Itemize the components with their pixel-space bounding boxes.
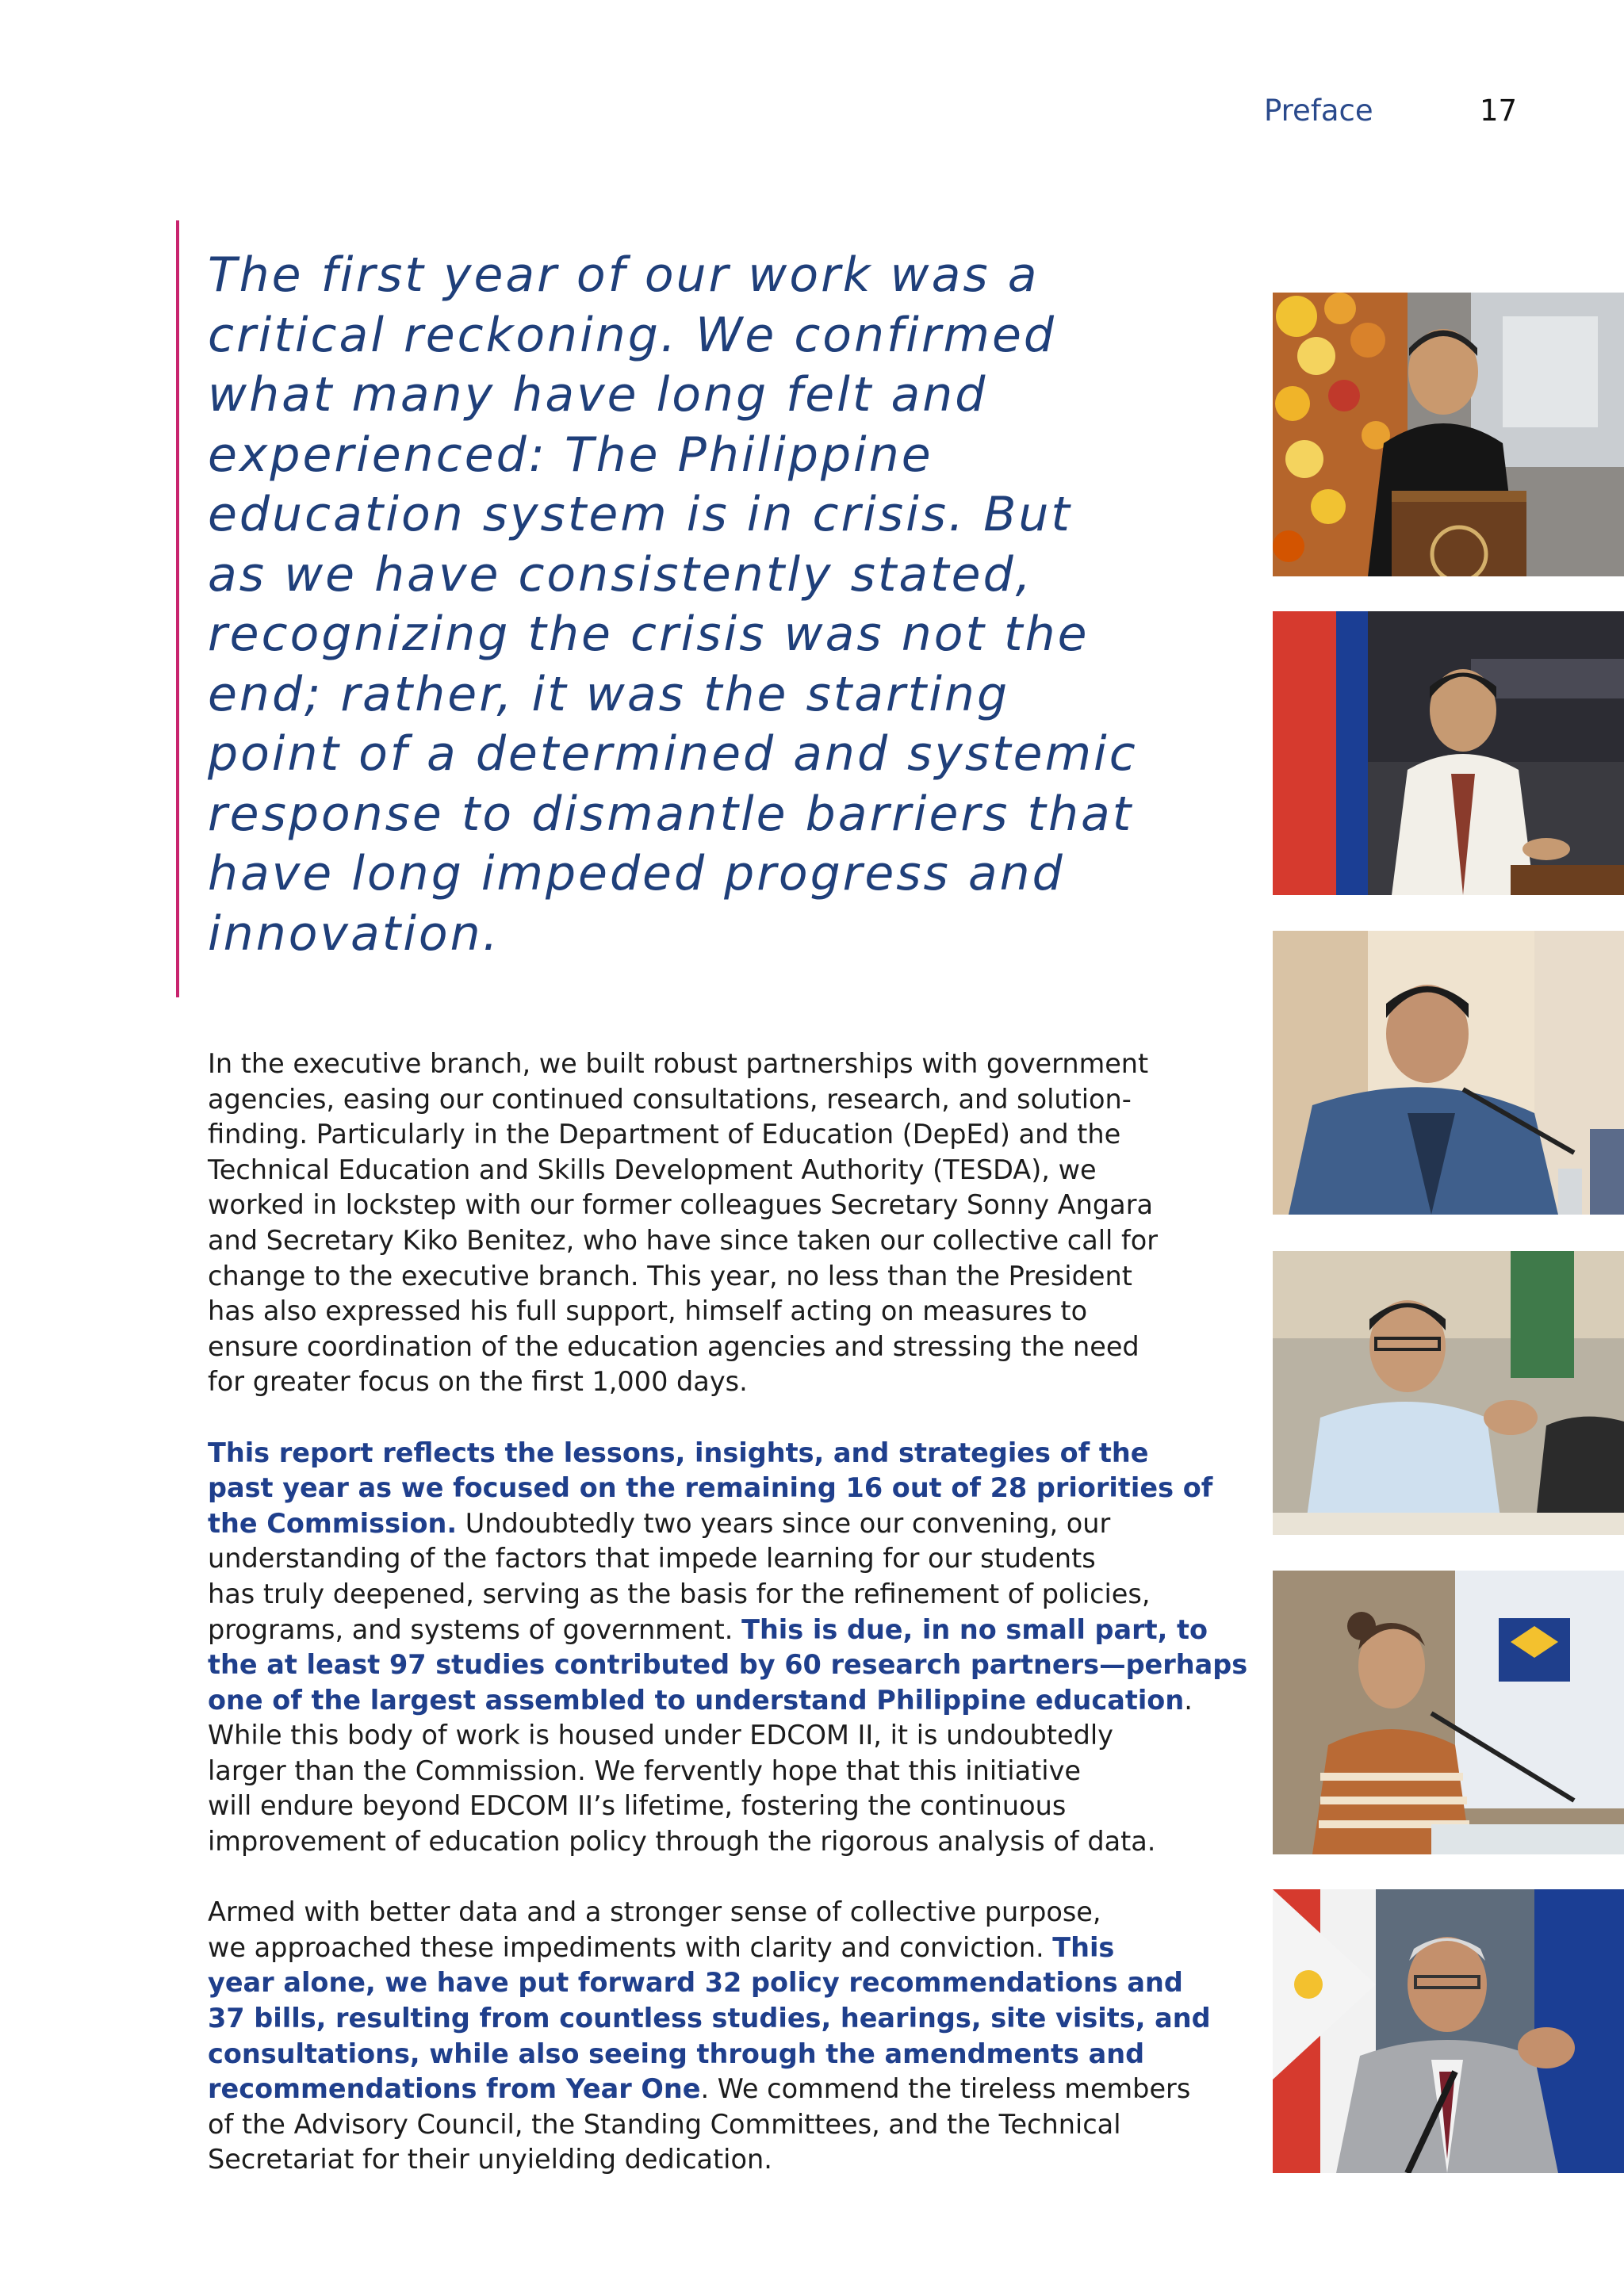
text-line: of the Advisory Council, the Standing Committees, and the Technical (208, 2108, 1121, 2140)
quote-line: critical reckoning. We confirmed (208, 307, 1056, 363)
text-segment: . (1184, 1684, 1193, 1716)
photo-man-at-microphone (1273, 931, 1624, 1215)
section-title: Preface (1264, 94, 1373, 128)
quote-line: The first year of our work was a (208, 247, 1040, 303)
body-text (208, 1047, 1248, 2214)
quote-line: recognizing the crisis was not the (208, 607, 1090, 662)
highlight-line: year alone, we have put forward 32 policy recommendations and (208, 1967, 1183, 1999)
highlight-text: recommendations from Year One (208, 2073, 701, 2105)
highlight-text: This is due, in no small part, to (741, 1613, 1208, 1645)
text-segment: we approached these impediments with clarity and conviction. (208, 1931, 1053, 1963)
quote-line: what many have long felt and (208, 367, 988, 423)
highlight-text: one of the largest assembled to understand Philippine education (208, 1684, 1185, 1716)
text-line: improvement of education policy through the rigorous analysis of data. (208, 1826, 1156, 1858)
quote-line: response to dismantle barriers that (208, 786, 1134, 842)
quote-accent-bar (176, 220, 179, 997)
quote-line: point of a determined and systemic (208, 726, 1138, 782)
highlight-line: past year as we focused on the remaining 16 out of 28 priorities of (208, 1472, 1213, 1504)
text-line: larger than the Commission. We fervently hope that this initiative (208, 1755, 1082, 1786)
highlight-text: the Commission. (208, 1507, 458, 1539)
text-segment: Undoubtedly two years since our convening, our (457, 1507, 1111, 1539)
highlight-text: This (1052, 1931, 1115, 1963)
highlight-line: This report reflects the lessons, insights, and strategies of the (208, 1437, 1149, 1468)
highlight-line: 37 bills, resulting from countless studies, hearings, site visits, and (208, 2003, 1211, 2034)
paragraph-executive-branch (208, 1047, 1239, 1400)
highlight-line: consultations, while also seeing through the amendments and (208, 2038, 1145, 2069)
text-line: While this body of work is housed under EDCOM II, it is undoubtedly (208, 1720, 1113, 1751)
quote-line: end; rather, it was the starting (208, 666, 1010, 722)
photo-speaker-podium-flowers (1273, 293, 1624, 576)
text-line: finding. Particularly in the Department of Education (DepEd) and the (208, 1119, 1121, 1150)
paragraph-report-reflects (208, 1436, 1248, 1860)
text-line: Secretariat for their unyielding dedication. (208, 2144, 772, 2175)
text-line: Technical Education and Skills Development Authority (TESDA), we (208, 1154, 1097, 1185)
quote-line: education system is in crisis. But (208, 487, 1072, 542)
text-line: will endure beyond EDCOM II’s lifetime, fostering the continuous (208, 1790, 1067, 1822)
photo-man-speaking-flags (1273, 1889, 1624, 2173)
highlight-line: the at least 97 studies contributed by 60 research partners—perhaps (208, 1649, 1248, 1681)
text-segment: . We commend the tireless members (700, 2073, 1191, 2105)
quote-line: as we have consistently stated, (208, 546, 1033, 603)
text-line: has also expressed his full support, himself acting on measures to (208, 1295, 1088, 1327)
photo-man-gesturing-table (1273, 1251, 1624, 1535)
text-segment: programs, and systems of government. (208, 1613, 742, 1645)
quote-line: innovation. (208, 905, 500, 962)
photo-speaker-flag-anniversary (1273, 611, 1624, 895)
text-line: worked in lockstep with our former colleagues Secretary Sonny Angara (208, 1189, 1153, 1221)
text-line: for greater focus on the first 1,000 days. (208, 1366, 748, 1398)
photo-woman-at-microphone (1273, 1571, 1624, 1854)
quote-line: experienced: The Philippine (208, 427, 933, 483)
text-line: understanding of the factors that impede learning for our students (208, 1543, 1096, 1575)
pull-quote (208, 246, 1239, 964)
text-line: and Secretary Kiko Benitez, who have since taken our collective call for (208, 1224, 1159, 1256)
text-line: agencies, easing our continued consultations, research, and solution- (208, 1083, 1132, 1115)
paragraph-armed-with-data (208, 1895, 1239, 2178)
text-line: Armed with better data and a stronger sense of collective purpose, (208, 1896, 1101, 1928)
page-number: 17 (1480, 94, 1518, 128)
quote-line: have long impeded progress and (208, 846, 1065, 901)
text-line: In the executive branch, we built robust partnerships with government (208, 1048, 1149, 1079)
text-line: change to the executive branch. This year, no less than the President (208, 1260, 1132, 1292)
text-line: ensure coordination of the education agencies and stressing the need (208, 1330, 1139, 1362)
text-line: has truly deepened, serving as the basis for the refinement of policies, (208, 1578, 1151, 1609)
